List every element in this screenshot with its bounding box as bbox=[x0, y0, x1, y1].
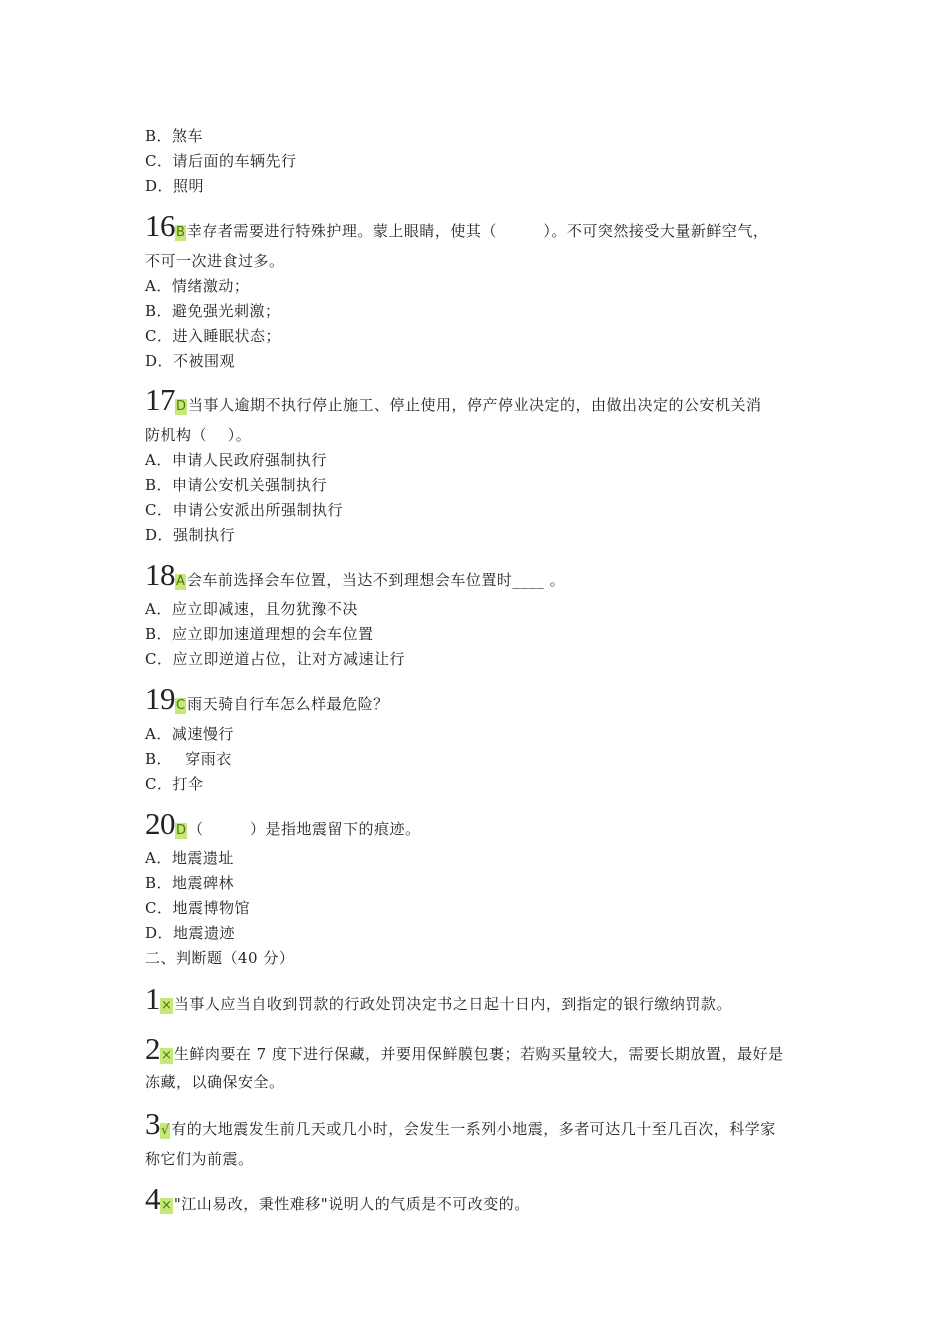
question-number: 16 bbox=[145, 208, 175, 243]
q15-option-b: B．煞车 bbox=[145, 127, 204, 145]
question-number: 18 bbox=[145, 557, 175, 592]
answer-highlight: D bbox=[176, 399, 187, 414]
question-16-text-continued: 不可一次进食过多。 bbox=[145, 252, 285, 270]
q16-option-d: D．不被围观 bbox=[145, 352, 236, 370]
q20-option-b: B．地震碑林 bbox=[145, 874, 235, 892]
question-number: 4 bbox=[145, 1181, 160, 1216]
answer-highlight: × bbox=[161, 998, 172, 1013]
judgement-2-header bbox=[145, 1031, 815, 1072]
answer-highlight: × bbox=[161, 1048, 172, 1063]
q16-option-b: B．避免强光刺激； bbox=[145, 302, 281, 320]
q16-option-a: A．情绪激动； bbox=[145, 277, 250, 295]
q19-option-a: A．减速慢行 bbox=[145, 725, 234, 743]
question-number: 1 bbox=[145, 981, 160, 1016]
answer-highlight: D bbox=[176, 823, 187, 838]
question-text: 会车前选择会车位置，当达不到理想会车位置时____ 。 bbox=[186, 571, 566, 589]
q19-option-b: B． 穿雨衣 bbox=[145, 750, 232, 768]
question-text: 当事人逾期不执行停止施工、停止使用，停产停业决定的，由做出决定的公安机关消 bbox=[188, 396, 762, 414]
q20-option-d: D．地震遗迹 bbox=[145, 924, 236, 942]
question-20-header bbox=[145, 806, 815, 847]
q16-option-c: C．进入睡眠状态； bbox=[145, 327, 281, 345]
question-text: 幸存者需要进行特殊护理。蒙上眼睛，使其（ ）。不可突然接受大量新鲜空气， bbox=[186, 222, 769, 240]
q15-option-c: C．请后面的车辆先行 bbox=[145, 152, 297, 170]
q15-option-d: D．照明 bbox=[145, 177, 205, 195]
q20-option-a: A．地震遗址 bbox=[145, 849, 234, 867]
question-number: 2 bbox=[145, 1031, 160, 1066]
answer-highlight: C bbox=[176, 698, 186, 713]
q17-option-a: A．申请人民政府强制执行 bbox=[145, 451, 327, 469]
question-16-header bbox=[145, 208, 815, 249]
judgement-2-text-continued: 冻藏，以确保安全。 bbox=[145, 1073, 285, 1091]
question-number: 17 bbox=[145, 382, 175, 417]
q18-option-a: A．应立即减速，且勿犹豫不决 bbox=[145, 600, 358, 618]
question-text: 当事人应当自收到罚款的行政处罚决定书之日起十日内，到指定的银行缴纳罚款。 bbox=[173, 995, 732, 1013]
question-number: 3 bbox=[145, 1106, 160, 1141]
question-18-header bbox=[145, 557, 815, 598]
question-text: 雨天骑自行车怎么样最危险？ bbox=[187, 695, 389, 713]
q20-option-c: C．地震博物馆 bbox=[145, 899, 250, 917]
question-number: 19 bbox=[145, 681, 175, 716]
answer-highlight: × bbox=[161, 1198, 172, 1213]
question-17-text-continued: 防机构（ ）。 bbox=[145, 426, 252, 444]
judgement-1-header bbox=[145, 981, 815, 1022]
section-heading-judgement: 二、判断题（40 分） bbox=[145, 949, 295, 967]
q17-option-d: D．强制执行 bbox=[145, 526, 236, 544]
question-text: （ ）是指地震留下的痕迹。 bbox=[188, 820, 421, 838]
question-text: 生鲜肉要在 7 度下进行保藏，并要用保鲜膜包裹；若购买量较大，需要长期放置，最好是 bbox=[173, 1045, 784, 1063]
q17-option-b: B．申请公安机关强制执行 bbox=[145, 476, 328, 494]
question-17-header bbox=[145, 382, 815, 423]
q17-option-c: C．申请公安派出所强制执行 bbox=[145, 501, 343, 519]
q19-option-c: C．打伞 bbox=[145, 775, 204, 793]
judgement-4-header bbox=[145, 1181, 815, 1222]
question-number: 20 bbox=[145, 806, 175, 841]
judgement-3-header bbox=[145, 1106, 815, 1147]
answer-highlight: √ bbox=[161, 1123, 170, 1138]
question-text: "江山易改，秉性难移"说明人的气质是不可改变的。 bbox=[173, 1195, 530, 1213]
question-text: 有的大地震发生前几天或几小时，会发生一系列小地震，多者可达几十至几百次，科学家 bbox=[171, 1120, 776, 1138]
question-19-header bbox=[145, 681, 815, 722]
q18-option-c: C．应立即逆道占位，让对方减速让行 bbox=[145, 650, 405, 668]
answer-highlight: A bbox=[176, 574, 185, 589]
q18-option-b: B．应立即加速道理想的会车位置 bbox=[145, 625, 374, 643]
judgement-3-text-continued: 称它们为前震。 bbox=[145, 1150, 254, 1168]
answer-highlight: B bbox=[176, 225, 185, 240]
